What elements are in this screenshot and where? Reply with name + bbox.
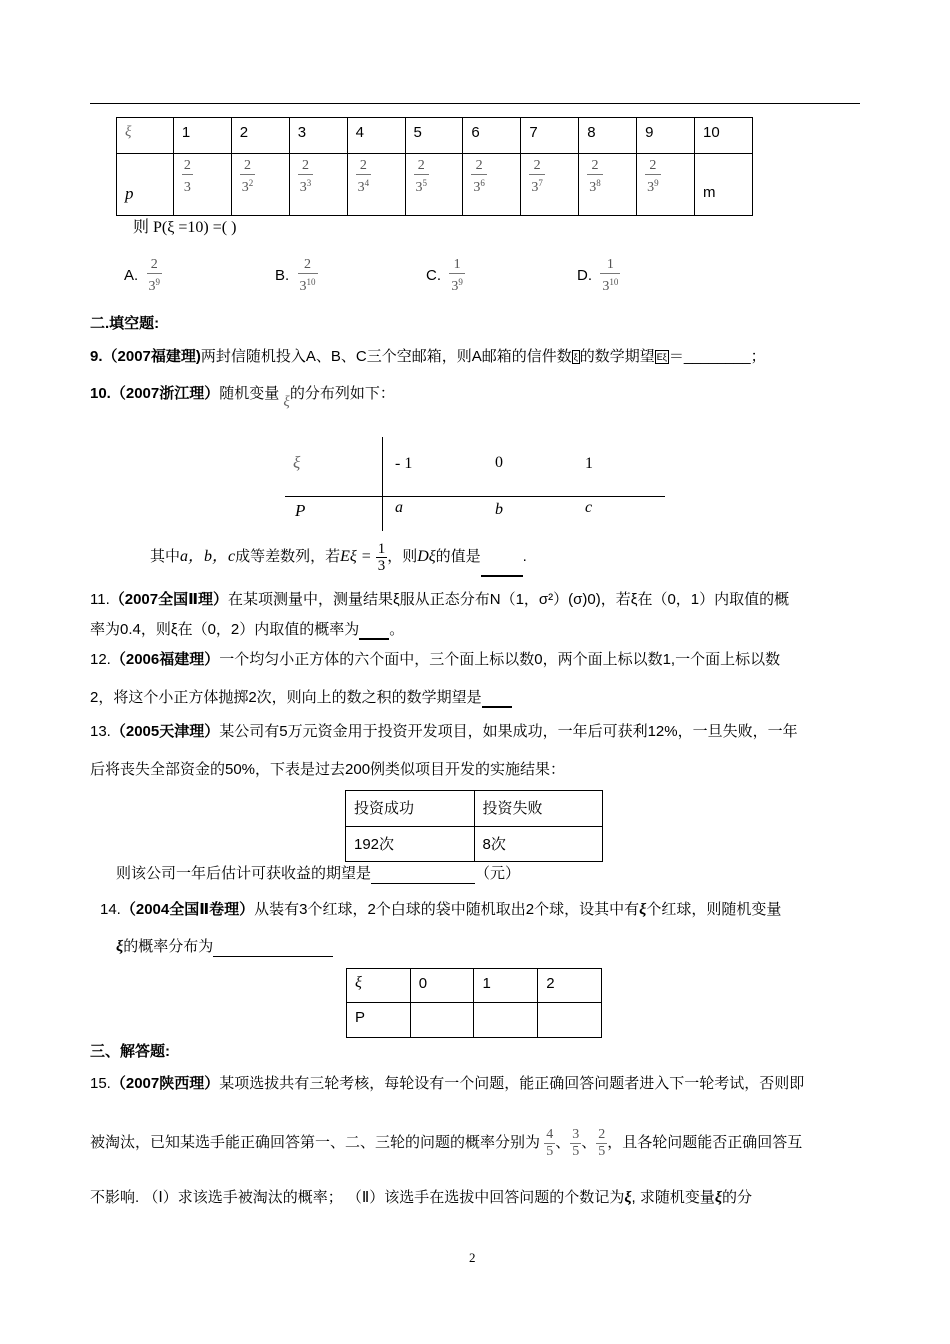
fraction: $\frac{1}{3^9}$	[451, 257, 463, 295]
table-cell: 3	[289, 118, 347, 154]
table-cell: ξ	[347, 969, 411, 1003]
table-cell: 192次	[346, 827, 475, 862]
fraction: $\frac{2}{3^8}$	[589, 158, 601, 195]
table-cell	[231, 154, 289, 216]
table-cell	[637, 154, 695, 216]
q8-option-c: C. $\frac{1}{3^9}$	[426, 257, 463, 295]
fraction: $\frac{2}{3}$	[183, 158, 191, 195]
table-cell	[347, 154, 405, 216]
table-cell: a	[395, 499, 403, 516]
table-cell: 2	[538, 969, 602, 1003]
table-cell	[521, 154, 579, 216]
q8-option-b: B. $\frac{2}{3^{10}}$	[275, 257, 316, 295]
table-cell: 2	[231, 118, 289, 154]
table-cell: 1	[585, 455, 593, 472]
fraction: $\frac{2}{3^{10}}$	[299, 257, 316, 295]
table-cell: 1	[173, 118, 231, 154]
fraction: $\frac{2}{3^9}$	[148, 257, 161, 295]
fraction: $\frac{2}{3^9}$	[647, 158, 659, 195]
table-cell	[538, 1003, 602, 1038]
fraction: $\frac{2}{3^5}$	[415, 158, 427, 195]
q13-line2: 后将丧失全部资金的50%，下表是过去200例类似项目开发的实施结果：	[90, 761, 566, 778]
table-cell: 6	[463, 118, 521, 154]
table-cell: 9	[637, 118, 695, 154]
table-cell: 投资成功	[346, 791, 475, 827]
table-cell: 8	[579, 118, 637, 154]
q13-results-table	[345, 790, 603, 862]
q11-line2: 率为0.4，则ξ在（0，2）内取值的概率为 。	[90, 621, 405, 638]
fraction: $\frac{4}{5}$	[546, 1126, 554, 1159]
table-cell: p	[117, 154, 174, 216]
table-cell: 投资失败	[474, 791, 602, 827]
table-cell: P	[347, 1003, 411, 1038]
table-cell: 4	[347, 118, 405, 154]
fraction: $\frac{1}{3}$	[377, 540, 386, 574]
table-cell: P	[295, 501, 306, 520]
q14-line2: ξ的概率分布为	[116, 937, 333, 957]
q14-line1: 14.（2004全国Ⅱ卷理）从装有3个红球，2个白球的袋中随机取出2个球，设其中有ξ个红球，则随机变量	[100, 901, 782, 918]
q13-line3: 则该公司一年后估计可获收益的期望是 （元）	[116, 865, 521, 882]
table-cell: ξ	[293, 453, 301, 472]
q12-line1: 12.（2006福建理）一个均匀小正方体的六个面中，三个面上标以数0，两个面上标以数1,一个面上标以数	[90, 651, 781, 668]
table-cell	[405, 154, 463, 216]
q15-line1: 15.（2007陕西理）某项选拔共有三轮考核，每轮设有一个问题，能正确回答问题者进入下一轮考试，否则即	[90, 1075, 805, 1092]
fraction: $\frac{2}{3^6}$	[473, 158, 485, 195]
q12-line2: 2，将这个小正方体抛掷2次，则向上的数之积的数学期望是	[90, 688, 512, 708]
table-cell	[410, 1003, 474, 1038]
q8-distribution-table	[116, 117, 753, 216]
table-cell: 5	[405, 118, 463, 154]
section2-title: 二.填空题:	[90, 315, 160, 332]
fraction: $\frac{2}{3^4}$	[357, 158, 370, 195]
answer-blank	[371, 866, 475, 884]
q8-question: 则 P(ξ =10) =( )	[133, 219, 237, 236]
table-cell: c	[585, 499, 593, 516]
section3-title: 三、解答题:	[90, 1043, 170, 1060]
q15-line2: 被淘汰，已知某选手能正确回答第一、二、三轮的问题的概率分别为 $\frac{4}{5}$ 、 $\frac{3}{5}$ 、 $\frac{2}{5}$ ，且各轮问题能否正确回答互	[90, 1126, 803, 1159]
table-cell: 8次	[474, 827, 602, 862]
q9: 9.（2007福建理)两封信随机投入A、B、C三个空邮箱，则A邮箱的信件数 ξ 的数学期望 Eξ ＝________；	[90, 348, 766, 365]
q10-distribution-table	[285, 437, 665, 531]
table-cell	[579, 154, 637, 216]
page-number: 2	[469, 1250, 476, 1265]
answer-blank	[481, 557, 523, 577]
table-cell: - 1	[395, 455, 413, 472]
fraction: $\frac{2}{3^7}$	[531, 158, 543, 195]
answer-box: Eξ	[656, 352, 667, 363]
table-cell	[463, 154, 521, 216]
table-cell: 7	[521, 118, 579, 154]
fraction: $\frac{3}{5}$	[572, 1126, 580, 1159]
answer-blank	[482, 690, 512, 708]
q14-distribution-table	[346, 968, 602, 1038]
table-cell: m	[695, 154, 753, 216]
table-cell: ξ	[117, 118, 174, 154]
table-cell: b	[495, 501, 503, 518]
q10: 10.（2007浙江理）随机变量 ξ的分布列如下：	[90, 385, 395, 410]
table-cell	[289, 154, 347, 216]
table-cell: 1	[474, 969, 538, 1003]
answer-blank	[213, 939, 333, 957]
table-cell: 0	[495, 454, 503, 471]
q11-line1: 11.（2007全国Ⅱ理）在某项测量中，测量结果ξ服从正态分布N（1，σ²）(σ)0)，若ξ在（0，1）内取值的概	[90, 591, 790, 608]
fraction: $\frac{2}{3^2}$	[241, 158, 254, 195]
answer-blank	[359, 622, 389, 640]
q15-line3: 不影响. （Ⅰ）求该选手被淘汰的概率； （Ⅱ）该选手在选拔中回答问题的个数记为ξ, 求随机变量ξ的分	[90, 1189, 753, 1206]
table-cell	[474, 1003, 538, 1038]
table-cell: 0	[410, 969, 474, 1003]
header-rule	[90, 103, 860, 104]
q13-line1: 13.（2005天津理）某公司有5万元资金用于投资开发项目，如果成功，一年后可获利12%，一旦失败，一年	[90, 723, 798, 740]
table-cell	[173, 154, 231, 216]
q8-option-a: A. $\frac{2}{3^9}$	[124, 257, 161, 295]
fraction: $\frac{2}{3^3}$	[299, 158, 312, 195]
fraction: $\frac{2}{5}$	[598, 1126, 606, 1159]
q10-condition: 其中a，b，c成等差数列，若Eξ = $\frac{1}{3}$ ，则Dξ的值是 .	[150, 537, 527, 577]
table-cell: 10	[695, 118, 753, 154]
fraction: $\frac{1}{3^{10}}$	[602, 257, 619, 295]
answer-box: ξ	[573, 352, 578, 363]
q8-option-d: D. $\frac{1}{3^{10}}$	[577, 257, 619, 295]
